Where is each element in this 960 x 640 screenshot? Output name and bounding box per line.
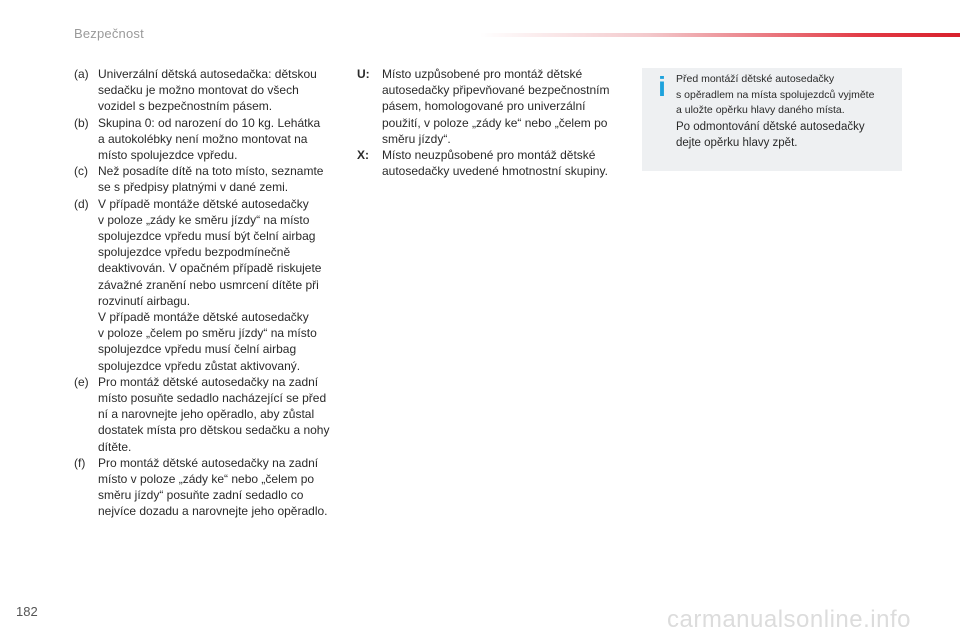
- legend-line: Místo neuzpůsobené pro montáž dětské: [382, 148, 596, 163]
- note-line: Skupina 0: od narození do 10 kg. Lehátka: [98, 115, 321, 130]
- info-line: s opěradlem na místa spolujezdců vyjměte: [676, 88, 875, 101]
- note-text: [98, 115, 344, 164]
- note-line: spolujezdce vpředu musí čelní airbag: [98, 342, 297, 357]
- note-line: v poloze „čelem po směru jízdy“ na místo: [98, 326, 317, 341]
- note-f: [74, 455, 344, 520]
- note-line: závažné zranění nebo usmrcení dítěte při: [98, 277, 319, 292]
- note-line: rozvinutí airbagu.: [98, 293, 191, 308]
- note-line: sedačku je možno montovat do všech: [98, 83, 299, 98]
- legend-line: autosedačky připevňované bezpečnostním: [382, 83, 610, 98]
- note-line: Pro montáž dětské autosedačky na zadní: [98, 455, 319, 470]
- note-line: dostatek místa pro dětskou sedačku a nohy: [98, 423, 330, 438]
- note-e: [74, 374, 344, 455]
- info-text: [676, 72, 900, 151]
- note-key: (c): [74, 164, 88, 179]
- note-line: dítěte.: [98, 439, 132, 454]
- legend-line: pásem, homologované pro univerzální: [382, 99, 586, 114]
- header-accent-bar: [480, 33, 960, 37]
- info-icon: i: [658, 71, 666, 102]
- page-section-title: Bezpečnost: [74, 26, 144, 41]
- note-line: a autokolébky není možno montovat na: [98, 131, 308, 146]
- note-text: [98, 163, 344, 195]
- note-line: se s předpisy platnými v dané zemi.: [98, 180, 289, 195]
- info-line: Po odmontování dětské autosedačky: [676, 120, 865, 133]
- note-a: [74, 66, 344, 115]
- note-line: místo posuňte sedadlo nacházející se před: [98, 391, 327, 406]
- note-key: (b): [74, 115, 89, 130]
- note-line: Univerzální dětská autosedačka: dětskou: [98, 67, 317, 81]
- note-d: [74, 196, 344, 374]
- watermark: carmanualsonline.info: [667, 606, 911, 633]
- info-line: dejte opěrku hlavy zpět.: [676, 136, 798, 149]
- note-line: V případě montáže dětské autosedačky: [98, 196, 309, 211]
- note-key: (f): [74, 455, 86, 470]
- note-line: místo spolujezdce vpředu.: [98, 148, 238, 163]
- note-key: (d): [74, 196, 89, 211]
- note-line: deaktivován. V opačném případě riskujete: [98, 261, 322, 276]
- note-line: Než posadíte dítě na toto místo, seznamte: [98, 164, 324, 179]
- page-number: 182: [16, 604, 38, 619]
- note-line: směru jízdy“ posuňte zadní sedadlo co: [98, 488, 304, 503]
- info-line: Před montáží dětské autosedačky: [676, 73, 835, 85]
- legend-text: [382, 66, 622, 147]
- info-paragraph-2: [676, 119, 900, 151]
- note-text: [98, 196, 344, 374]
- info-line: a uložte opěrku hlavy daného místa.: [676, 104, 845, 116]
- note-line: V případě montáže dětské autosedačky: [98, 310, 309, 325]
- legend-column: [357, 66, 622, 179]
- legend-line: autosedačky uvedené hmotnostní skupiny.: [382, 164, 608, 179]
- note-line: ní a narovnejte jeho opěradlo, aby zůstal: [98, 407, 315, 422]
- legend-text: [382, 147, 622, 179]
- note-key: (a): [74, 67, 89, 81]
- legend-line: směru jízdy“.: [382, 131, 451, 146]
- note-key: (e): [74, 374, 89, 389]
- note-text: [98, 455, 344, 520]
- note-line: spolujezdce vpředu zůstat aktivovaný.: [98, 358, 301, 373]
- note-line: místo v poloze „zády ke“ nebo „čelem po: [98, 472, 315, 487]
- legend-key: U:: [357, 67, 370, 81]
- info-paragraph-1: [676, 72, 900, 119]
- note-line: nejvíce dozadu a narovnejte jeho opěradlo.: [98, 504, 328, 519]
- note-line: vozidel s bezpečnostním pásem.: [98, 99, 273, 114]
- left-notes-column: [74, 66, 344, 520]
- note-line: v poloze „zády ke směru jízdy“ na místo: [98, 212, 310, 227]
- note-line: spolujezdce vpředu musí být čelní airbag: [98, 229, 316, 244]
- note-line: spolujezdce vpředu bezpodmínečně: [98, 245, 291, 260]
- legend-key: X:: [357, 148, 369, 163]
- legend-u: [357, 66, 622, 147]
- note-text: [98, 66, 344, 115]
- note-text: [98, 374, 344, 455]
- note-c: [74, 163, 344, 195]
- legend-x: [357, 147, 622, 179]
- info-box: [642, 68, 902, 171]
- note-line: Pro montáž dětské autosedačky na zadní: [98, 374, 319, 389]
- note-b: [74, 115, 344, 164]
- legend-line: Místo uzpůsobené pro montáž dětské: [382, 67, 583, 81]
- legend-line: použití, v poloze „zády ke“ nebo „čelem po: [382, 115, 608, 130]
